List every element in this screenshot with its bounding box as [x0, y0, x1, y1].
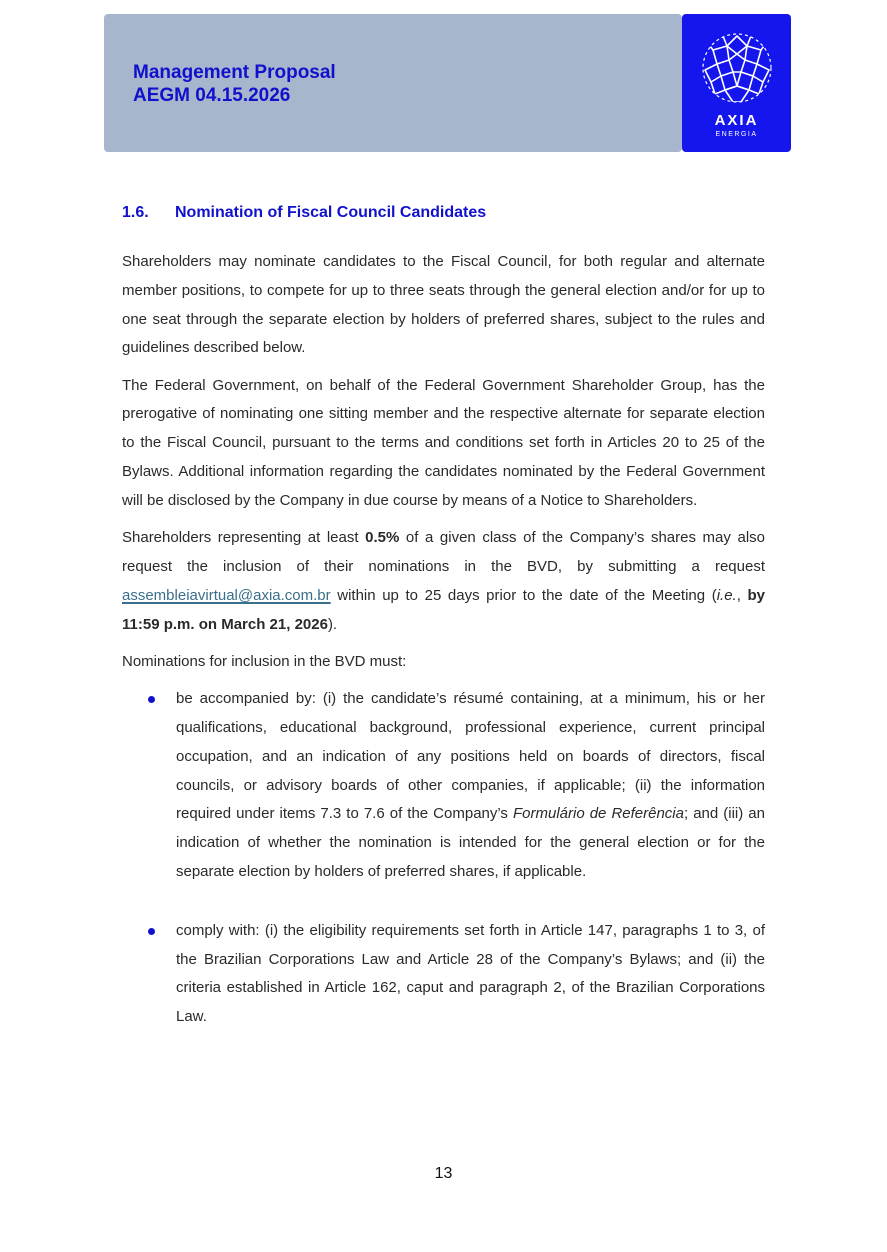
text-run: within up to 25 days prior to the date of the Meeting (	[330, 586, 717, 604]
requirements-list	[122, 685, 765, 1032]
logo-subtitle: ENERGIA	[715, 131, 758, 138]
section-title: Nomination of Fiscal Council Candidates	[175, 204, 487, 221]
document-body	[122, 248, 765, 1062]
list-item	[122, 917, 765, 1032]
italic-run: i.e.	[716, 586, 737, 604]
email-link[interactable]: assembleiavirtual@axia.com.br	[122, 586, 331, 604]
document-title	[133, 61, 336, 107]
page-number: 13	[434, 1165, 453, 1182]
paragraph-2: The Federal Government, on behalf of the Federal Government Shareholder Group, has the prerogative of nominating one sitting member and the respective alternate for separate election to the Fiscal Council, pursuant to the terms and conditions set forth in Articles 20 to 25 of the Bylaws. Additional information regarding the candidates nominated by the Federal Government will be disclosed by the Company in due course by means of a Notice to Shareholders.	[122, 376, 765, 509]
bullet-icon	[148, 928, 155, 935]
text-run: ).	[327, 615, 338, 633]
text-run: ; and (iii) an indication of whether the nomination is intended for the general election or for the separate election by holders of preferred shares, if applicable.	[176, 805, 765, 880]
company-logo	[682, 14, 791, 152]
title-line-2: AEGM 04.15.2026	[133, 85, 291, 106]
globe-icon	[701, 32, 773, 104]
text-run: comply with: (i) the eligibility requirements set forth in Article 147, paragraphs 1 to 3, of the Brazilian Corporations Law and Article 28 of the Company’s Bylaws; and (ii) the criteria established in Article 162, caput and paragraph 2, of the Brazilian Corporations Law.	[176, 921, 765, 1026]
deadline-text: by 11:59 p.m. on March 21, 2026	[122, 586, 766, 633]
paragraph-3	[122, 524, 765, 639]
section-heading	[122, 203, 486, 223]
section-number: 1.6.	[122, 204, 149, 221]
text-run: ,	[736, 586, 748, 604]
text-run: be accompanied by: (i) the candidate’s résumé containing, at a minimum, his or her qualifications, educational background, professional experience, current principal occupation, and an indication of any positions held on boards of directors, fiscal councils, or advisory boards of other companies, if applicable; (ii) the information required under items 7.3 to 7.6 of the Company’s	[176, 690, 765, 823]
threshold-value: 0.5%	[365, 529, 400, 547]
text-run: Shareholders representing at least	[122, 529, 366, 547]
paragraph-1: Shareholders may nominate candidates to the Fiscal Council, for both regular and alternate member positions, to compete for up to three seats through the general election and/or for up to one seat through the separate election by holders of preferred shares, subject to the rules and guidelines described below.	[122, 253, 765, 357]
text-run: of a given class of the Company’s shares may also request the inclusion of their nominations in the BVD, by submitting a request	[122, 529, 765, 575]
italic-run: Formulário de Referência	[512, 805, 684, 823]
bullet-icon	[148, 696, 155, 703]
list-item	[122, 685, 765, 887]
logo-name: AXIA	[714, 112, 759, 129]
paragraph-4: Nominations for inclusion in the BVD must:	[122, 652, 407, 670]
header-band	[104, 14, 682, 152]
title-line-1: Management Proposal	[133, 62, 336, 83]
